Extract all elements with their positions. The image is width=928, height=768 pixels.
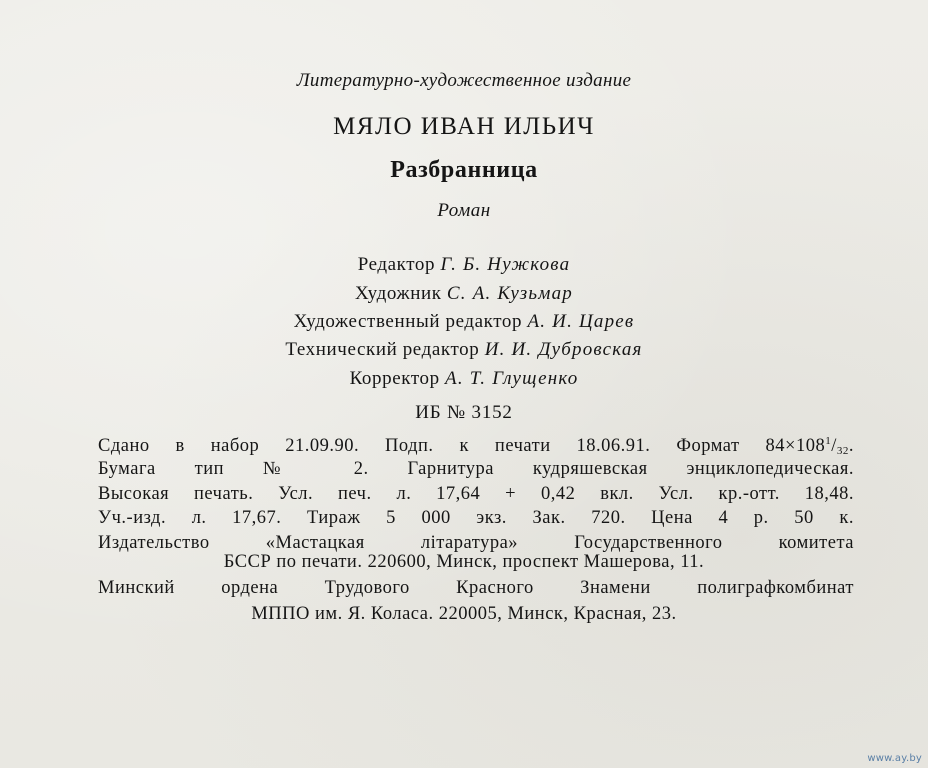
credit-proofreader <box>0 368 928 390</box>
credit-person: А. И. Царев <box>527 311 635 332</box>
credit-person: И. И. Дубровская <box>484 339 643 360</box>
credit-role: Редактор <box>357 254 436 275</box>
spec-line-2: Бумага тип № 2. Гарнитура кудряшевская энциклопедическая. <box>98 459 854 479</box>
author-name: МЯЛО ИВАН ИЛЬИЧ <box>333 113 595 140</box>
ib-number: ИБ № 3152 <box>415 402 513 423</box>
spec-line-3: Высокая печать. Усл. печ. л. 17,64 + 0,42 вкл. Усл. кр.-отт. 18,48. <box>98 484 854 504</box>
spec-line-1: Сдано в набор 21.09.90. Подп. к печати 18.06.91. Формат $84\times 108^1/_{32}$. <box>98 435 854 457</box>
genre-label: Роман <box>437 200 491 221</box>
book-title: Разбранница <box>390 157 538 183</box>
spec-line-5: Издательство «Мастацкая літаратура» Государственного комитета <box>98 533 854 553</box>
credit-artist <box>0 283 928 305</box>
spec-text: Сдано в набор 21.09.90. Подп. к печати 18.06.91. Формат 84×108 <box>98 436 826 456</box>
credit-tech-editor <box>0 339 928 361</box>
credit-role: Художественный редактор <box>293 311 523 332</box>
spec-line-4: Уч.-изд. л. 17,67. Тираж 5 000 экз. Зак. 720. Цена 4 р. 50 к. <box>98 508 854 528</box>
format-fraction-numerator: 1 <box>825 435 832 447</box>
credit-person: А. Т. Глущенко <box>445 368 579 389</box>
credit-art-editor <box>0 311 928 333</box>
spec-line-8: МППО им. Я. Коласа. 220005, Минск, Красная, 23. <box>251 604 677 624</box>
credit-person: Г. Б. Нужкова <box>440 254 571 275</box>
credit-role: Художник <box>355 283 442 304</box>
format-fraction-denominator: 32 <box>836 445 849 457</box>
watermark: www.ay.by <box>867 753 922 764</box>
spec-line-6: БССР по печати. 220600, Минск, проспект Машерова, 11. <box>223 552 705 572</box>
credit-role: Технический редактор <box>285 339 480 360</box>
credit-person: С. А. Кузьмар <box>446 283 573 304</box>
edition-type: Литературно-художественное издание <box>296 70 632 91</box>
credit-editor <box>0 254 928 276</box>
spec-line-7: Минский ордена Трудового Красного Знамени полиграфкомбинат <box>98 578 854 598</box>
credit-role: Корректор <box>349 368 440 389</box>
